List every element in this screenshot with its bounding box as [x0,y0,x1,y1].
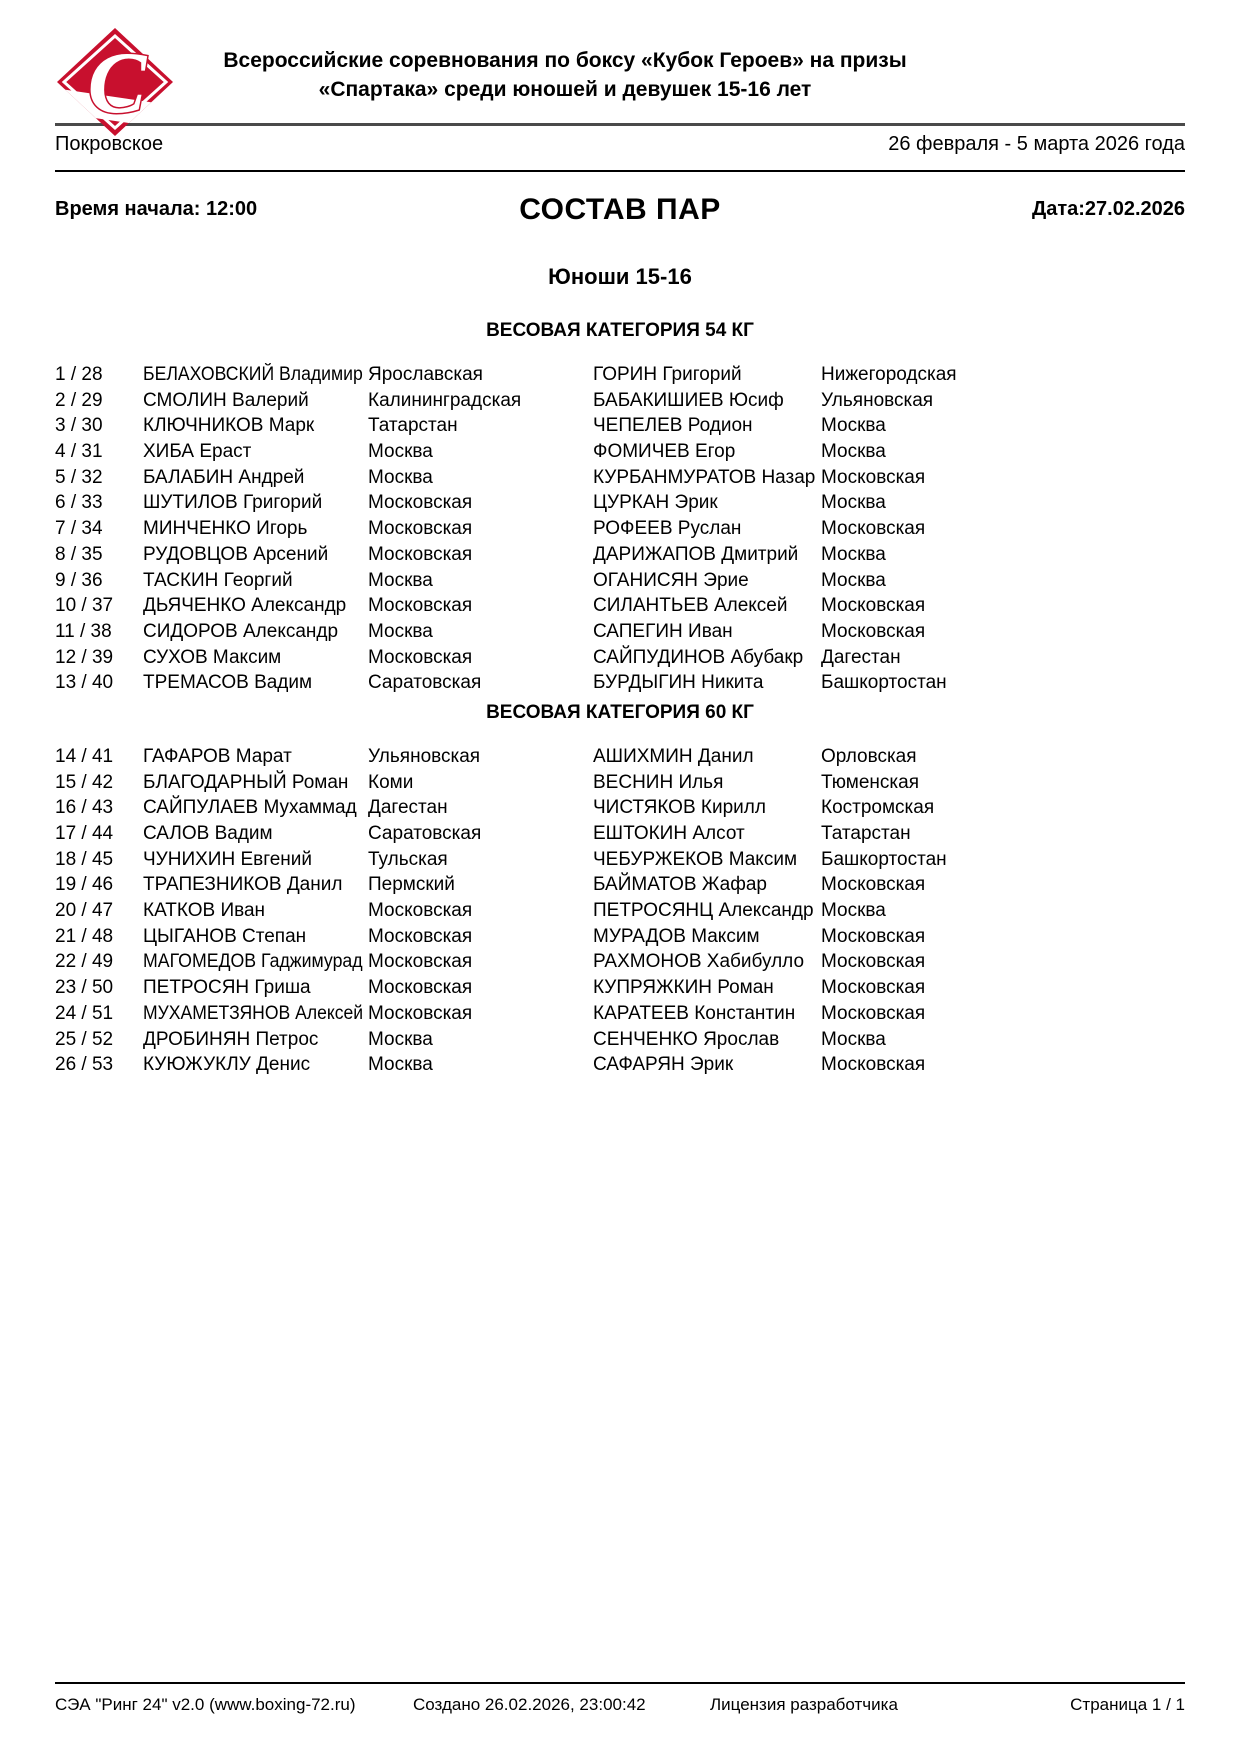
pair-row [55,847,1185,873]
pair-number: 17 / 44 [55,823,114,844]
pair-row [55,490,1185,516]
red-corner-region: Пермский [368,874,455,896]
pair-row [55,593,1185,619]
blue-corner-region: Московская [821,595,926,617]
blue-corner-region: Москва [821,569,886,591]
red-corner-name: КАТКОВ Иван [143,900,266,922]
blue-corner-name: БУРДЫГИН Никита [593,672,764,694]
group-title: Юноши 15-16 [548,264,692,289]
red-corner-name: ЧУНИХИН Евгений [143,848,313,870]
red-corner-region: Дагестан [368,797,448,819]
pair-row [55,645,1185,671]
pair-number: 6 / 33 [55,492,103,514]
red-corner-name: РУДОВЦОВ Арсений [143,543,329,565]
blue-corner-name: САФАРЯН Эрик [593,1054,734,1076]
pair-row [55,770,1185,796]
red-corner-name: ПЕТРОСЯН Гриша [143,977,311,999]
red-corner-region: Москва [368,569,433,591]
pair-number: 26 / 53 [55,1054,114,1076]
pair-number: 1 / 28 [55,364,103,385]
blue-corner-name: СЕНЧЕНКО Ярослав [593,1028,780,1050]
pair-number: 16 / 43 [55,797,114,819]
red-corner-region: Московская [368,646,473,668]
pair-row [55,1001,1185,1027]
blue-corner-name: БАЙМАТОВ Жафар [593,874,767,896]
weight-category-title: ВЕСОВАЯ КАТЕГОРИЯ 60 КГ [486,701,754,723]
footer [55,1694,1185,1718]
red-corner-region: Ярославская [368,364,483,385]
red-corner-name: ДЬЯЧЕНКО Александр [143,595,347,617]
blue-corner-name: ГОРИН Григорий [593,364,742,385]
red-corner-region: Московская [368,595,473,617]
red-corner-region: Москва [368,620,433,642]
pair-number: 5 / 32 [55,466,103,488]
pair-row [55,898,1185,924]
red-corner-region: Ульяновская [368,745,481,767]
red-corner-name: САЙПУЛАЕВ Мухаммад [143,797,357,819]
competition-title-line1: Всероссийские соревнования по боксу «Кубок Героев» на призы [223,49,907,72]
logo-letter: C [87,35,147,132]
meta-row [55,193,1185,229]
blue-corner-name: ДАРИЖАПОВ Дмитрий [593,543,799,565]
red-corner-region: Москва [368,1028,433,1050]
blue-corner-region: Дагестан [821,646,901,668]
pair-row [55,1027,1185,1053]
footer-app-text: СЭА "Ринг 24" v2.0 (www.boxing-72.ru) [55,1695,356,1714]
red-corner-name: ЦЫГАНОВ Степан [143,925,307,947]
red-corner-region: Московская [368,977,473,999]
pair-number: 13 / 40 [55,672,114,694]
pair-row [55,619,1185,645]
pair-row [55,568,1185,594]
location-row [55,133,1185,155]
location-divider [55,170,1185,172]
blue-corner-region: Москва [821,492,886,514]
red-corner-name: КЛЮЧНИКОВ Марк [143,415,315,437]
blue-corner-region: Башкортостан [821,848,947,870]
red-corner-region: Саратовская [368,823,482,844]
red-corner-region: Москва [368,1054,433,1076]
pair-number: 12 / 39 [55,646,114,668]
blue-corner-name: МУРАДОВ Максим [593,925,760,947]
pair-row [55,975,1185,1001]
blue-corner-name: БАБАКИШИЕВ Юсиф [593,389,784,411]
pair-row [55,872,1185,898]
pair-row [55,821,1185,847]
red-corner-region: Московская [368,900,473,922]
red-corner-name: ГАФАРОВ Марат [143,745,292,767]
blue-corner-region: Московская [821,620,926,642]
date-text: Дата:27.02.2026 [1031,198,1185,220]
blue-corner-region: Москва [821,900,886,922]
pair-row [55,924,1185,950]
blue-corner-name: ВЕСНИН Илья [593,771,724,793]
start-time-text: Время начала: 12:00 [55,198,258,220]
red-corner-region: Тульская [368,848,448,870]
blue-corner-name: ФОМИЧЕВ Егор [593,441,736,463]
red-corner-name: ШУТИЛОВ Григорий [143,492,323,514]
red-corner-region: Московская [368,951,473,973]
blue-corner-region: Татарстан [821,823,911,844]
pair-number: 19 / 46 [55,874,114,896]
red-corner-region: Москва [368,466,433,488]
pair-row [55,516,1185,542]
pair-number: 7 / 34 [55,518,103,540]
pair-number: 23 / 50 [55,977,114,999]
blue-corner-region: Московская [821,1002,926,1024]
red-corner-name: САЛОВ Вадим [143,823,273,844]
red-corner-region: Саратовская [368,672,482,694]
red-corner-name: ТРАПЕЗНИКОВ Данил [143,874,343,896]
pair-number: 4 / 31 [55,441,103,463]
red-corner-name: СУХОВ Максим [143,646,282,668]
pair-row [55,744,1185,770]
pair-row [55,949,1185,975]
red-corner-region: Московская [368,925,473,947]
pair-number: 2 / 29 [55,389,103,411]
pair-number: 22 / 49 [55,951,114,973]
header-divider [55,123,1185,126]
weight-category-title: ВЕСОВАЯ КАТЕГОРИЯ 54 КГ [486,320,754,341]
red-corner-name: БЕЛАХОВСКИЙ Владимир [143,364,363,385]
footer-license-text: Лицензия разработчика [710,1695,898,1714]
blue-corner-region: Московская [821,1054,926,1076]
blue-corner-name: ЕШТОКИН Алсот [593,823,745,844]
blue-corner-region: Тюменская [821,771,920,793]
pair-number: 10 / 37 [55,595,114,617]
pair-number: 14 / 41 [55,745,114,767]
red-corner-name: МИНЧЕНКО Игорь [143,518,308,540]
pair-row [55,465,1185,491]
blue-corner-name: КУРБАНМУРАТОВ Назар [593,466,816,488]
pair-row [55,1052,1185,1078]
pair-row [55,670,1185,696]
red-corner-region: Татарстан [368,415,458,437]
blue-corner-name: АШИХМИН Данил [593,745,754,767]
red-corner-name: СМОЛИН Валерий [143,389,309,411]
blue-corner-region: Орловская [821,745,917,767]
blue-corner-region: Московская [821,925,926,947]
pairs-sections [55,318,1185,1078]
red-corner-region: Коми [368,771,414,793]
blue-corner-region: Московская [821,466,926,488]
blue-corner-region: Москва [821,543,886,565]
pair-number: 11 / 38 [55,620,112,642]
competition-title [180,46,950,104]
blue-corner-region: Москва [821,441,886,463]
blue-corner-region: Московская [821,951,926,973]
pair-row [55,388,1185,414]
blue-corner-name: ЧЕПЕЛЕВ Родион [593,415,753,437]
weight-category-section [55,318,1185,696]
red-corner-region: Калининградская [368,389,522,411]
footer-created-text: Создано 26.02.2026, 23:00:42 [413,1695,646,1714]
blue-corner-region: Московская [821,977,926,999]
red-corner-name: МАГОМЕДОВ Гаджимурад [143,951,363,973]
blue-corner-name: ОГАНИСЯН Эрие [593,569,749,591]
blue-corner-name: РОФЕЕВ Руслан [593,518,742,540]
page-title: СОСТАВ ПАР [519,193,721,226]
blue-corner-region: Москва [821,1028,886,1050]
pair-number: 21 / 48 [55,925,114,947]
pair-row [55,542,1185,568]
blue-corner-region: Московская [821,518,926,540]
pair-number: 25 / 52 [55,1028,114,1050]
pair-row [55,439,1185,465]
red-corner-name: ТРЕМАСОВ Вадим [143,672,313,694]
blue-corner-region: Нижегородская [821,364,957,385]
red-corner-region: Московская [368,492,473,514]
blue-corner-name: ПЕТРОСЯНЦ Александр [593,900,814,922]
blue-corner-name: САПЕГИН Иван [593,620,733,642]
red-corner-name: КУЮЖУКЛУ Денис [143,1054,311,1076]
red-corner-name: СИДОРОВ Александр [143,620,339,642]
red-corner-name: ХИБА Ераст [143,441,252,463]
pair-number: 18 / 45 [55,848,114,870]
pair-row [55,362,1185,388]
dates-text: 26 февраля - 5 марта 2026 года [888,133,1185,155]
blue-corner-name: СИЛАНТЬЕВ Алексей [593,595,788,617]
red-corner-region: Московская [368,1002,473,1024]
red-corner-name: МУХАМЕТЗЯНОВ Алексей [143,1002,364,1024]
red-corner-region: Москва [368,441,433,463]
blue-corner-name: ЦУРКАН Эрик [593,492,718,514]
footer-divider [55,1682,1185,1684]
red-corner-name: ТАСКИН Георгий [143,569,293,591]
pair-number: 8 / 35 [55,543,103,565]
blue-corner-region: Башкортостан [821,672,947,694]
red-corner-region: Московская [368,543,473,565]
red-corner-region: Московская [368,518,473,540]
blue-corner-name: РАХМОНОВ Хабибулло [593,951,805,973]
blue-corner-region: Костромская [821,797,935,819]
pair-number: 24 / 51 [55,1002,114,1024]
weight-category-section [55,700,1185,1078]
pair-number: 3 / 30 [55,415,103,437]
blue-corner-region: Московская [821,874,926,896]
pair-number: 9 / 36 [55,569,103,591]
blue-corner-name: КУПРЯЖКИН Роман [593,977,774,999]
blue-corner-name: ЧЕБУРЖЕКОВ Максим [593,848,798,870]
pair-number: 15 / 42 [55,771,114,793]
competition-title-line2: «Спартака» среди юношей и девушек 15-16 лет [318,78,812,101]
pair-row [55,413,1185,439]
blue-corner-name: КАРАТЕЕВ Константин [593,1002,796,1024]
location-text: Покровское [55,133,164,155]
pair-row [55,795,1185,821]
pair-number: 20 / 47 [55,900,114,922]
blue-corner-region: Ульяновская [821,389,934,411]
blue-corner-region: Москва [821,415,886,437]
red-corner-name: БАЛАБИН Андрей [143,466,305,488]
red-corner-name: БЛАГОДАРНЫЙ Роман [143,771,349,793]
red-corner-name: ДРОБИНЯН Петрос [143,1028,319,1050]
spartak-logo-icon [54,26,176,138]
footer-page-text: Страница 1 / 1 [1070,1695,1185,1714]
blue-corner-name: САЙПУДИНОВ Абубакр [593,646,804,668]
blue-corner-name: ЧИСТЯКОВ Кирилл [593,797,766,819]
